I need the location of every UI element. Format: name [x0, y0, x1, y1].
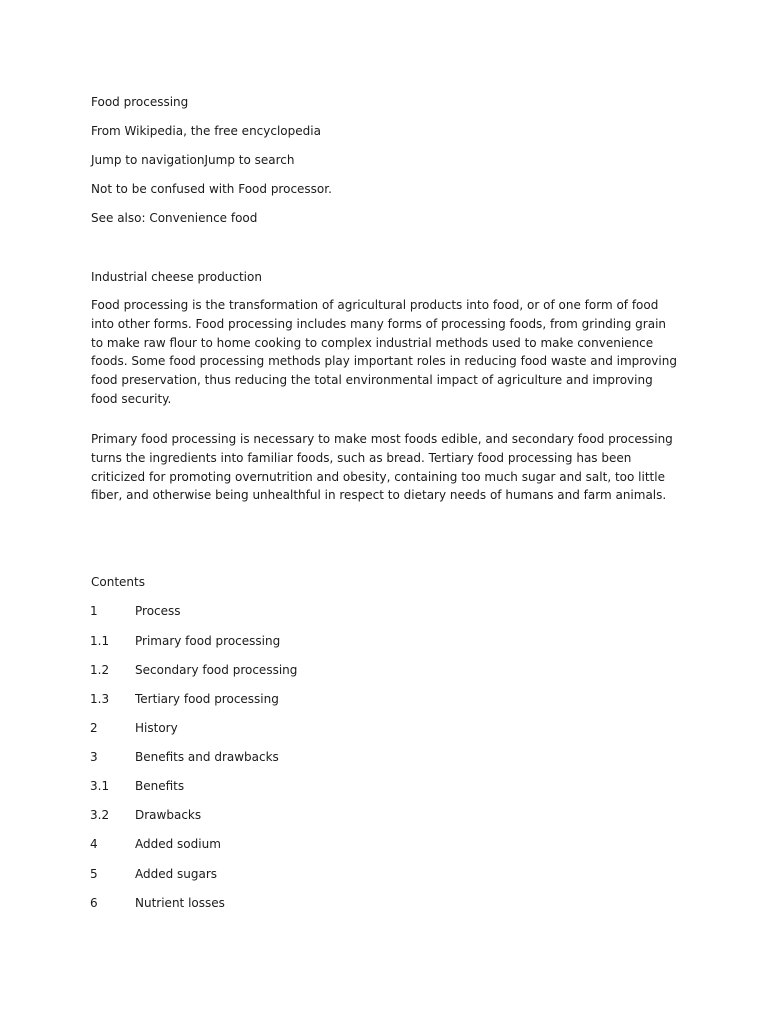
toc-item-number: 4 [90, 837, 98, 851]
toc-item-number: 3.1 [90, 779, 110, 793]
toc-item-number: 2 [90, 721, 98, 735]
toc-item-title[interactable]: Benefits [135, 779, 185, 793]
toc-item-title[interactable]: Nutrient losses [135, 896, 225, 910]
image-caption: Industrial cheese production [91, 270, 262, 284]
toc-item-title[interactable]: Added sugars [135, 867, 218, 881]
source-line: From Wikipedia, the free encyclopedia [91, 124, 321, 138]
toc-item-title[interactable]: Primary food processing [135, 634, 281, 648]
toc-item-title[interactable]: Secondary food processing [135, 663, 298, 677]
page-title: Food processing [91, 95, 189, 109]
intro-paragraph-1: Food processing is the transformation of agricultural products into food, or of one form of food into other forms. Food processing includes many forms of processing foods, from grinding grain to make raw flour to home cooking to complex industrial methods used to make convenience foods. Some food processing methods play important roles in reducing food waste and improving food preservation, thus reducing the total environmental impact of agriculture and improving food security. [91, 298, 677, 406]
toc-item-number: 3 [90, 750, 98, 764]
hatnote-confused: Not to be confused with Food processor. [91, 182, 332, 196]
toc-item-title[interactable]: Process [135, 604, 181, 618]
hatnote-see-also: See also: Convenience food [91, 211, 258, 225]
toc-item-title[interactable]: History [135, 721, 178, 735]
toc-item-number: 1.1 [90, 634, 110, 648]
toc-item-number: 1 [90, 604, 98, 618]
toc-item-number: 3.2 [90, 808, 110, 822]
jump-links[interactable]: Jump to navigationJump to search [91, 153, 295, 167]
toc-item-number: 5 [90, 867, 98, 881]
contents-heading: Contents [91, 575, 145, 589]
toc-item-title[interactable]: Benefits and drawbacks [135, 750, 279, 764]
toc-item-title[interactable]: Added sodium [135, 837, 221, 851]
toc-item-number: 1.3 [90, 692, 110, 706]
toc-item-title[interactable]: Tertiary food processing [135, 692, 279, 706]
toc-item-title[interactable]: Drawbacks [135, 808, 202, 822]
toc-item-number: 1.2 [90, 663, 110, 677]
intro-paragraph-2: Primary food processing is necessary to make most foods edible, and secondary food processing turns the ingredients into familiar foods, such as bread. Tertiary food processing has been criticized for promoting overnutrition and obesity, containing too much sugar and salt, too little fiber, and otherwise being unhealthful in respect to dietary needs of humans and farm animals. [91, 432, 673, 503]
toc-item-number: 6 [90, 896, 98, 910]
